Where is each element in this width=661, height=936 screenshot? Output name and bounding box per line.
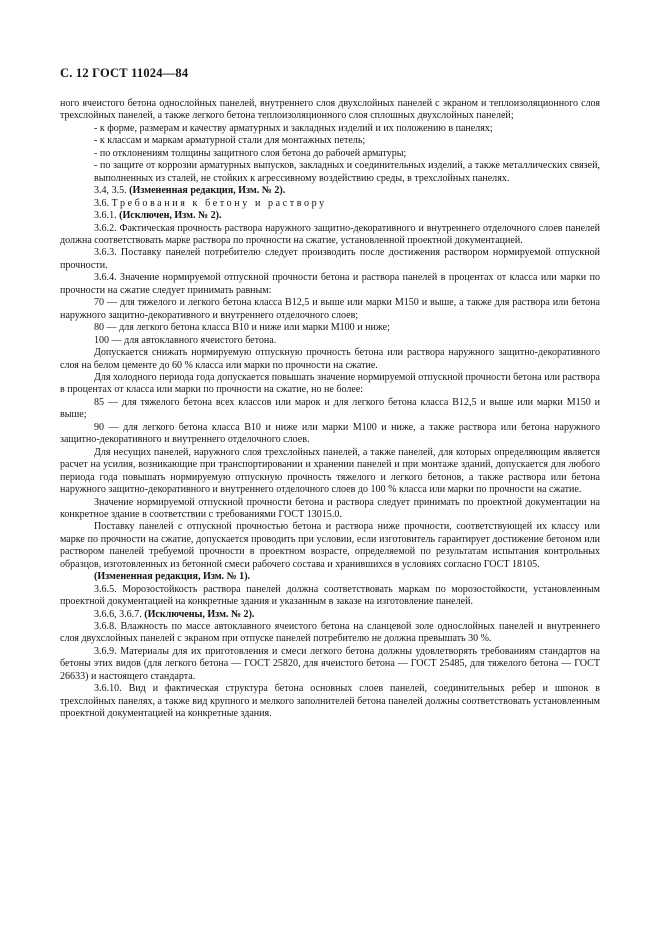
paragraph: 80 — для легкого бетона класса В10 и ниже или марки М100 и ниже; (94, 322, 390, 334)
list-item: - к форме, размерам и качеству арматурных и закладных изделий и их положению в панелях; (94, 122, 493, 134)
paragraph: 3.6.5. Морозостойкость раствора панелей должна соответствовать маркам по морозостойкости, установленным проектной документацией на конкретные здания и указанным в заказе на изготовление панелей. (60, 583, 600, 608)
paragraph: 3.6.2. Фактическая прочность раствора наружного защитно-декоративного и внутреннего отделочного слоев панелей должна соответствовать марке раствора по прочности на сжатие, установленной проектной документацией. (60, 222, 600, 246)
section-title: Требования к бетону и раствору (111, 197, 327, 209)
clause-3-6-1 (60, 210, 600, 222)
paragraph: 3.6.8. Влажность по массе автоклавного ячеистого бетона на сланцевой золе однослойных панелей и внутреннего слоя двухслойных панелей с экраном при отпуске панелей потребителю не должна превышать 30 %. (60, 621, 600, 645)
paragraph: Значение нормируемой отпускной прочности бетона и раствора следует принимать по проектной документации на конкретное здание в соответствии с требованиями ГОСТ 13015.0. (60, 496, 600, 520)
paragraph: 70 — для тяжелого и легкого бетона класса В12,5 и выше или марки М150 и выше, а также для раствора или бетона наружного защитно-декоративного и внутреннего отделочного слоев; (60, 297, 600, 321)
paragraph: Поставку панелей с отпускной прочностью бетона и раствора ниже прочности, соответствующей их классу или марке по прочности на сжатие, допускается проводить при условии, если изготовитель гарантирует достижение бетоном или раствором панелей требуемой прочности в проектном возрасте, определяемой по результатам испытания контрольных образцов, изготовленных из бетонной смеси рабочего состава и хранившихся в условиях согласно ГОСТ 18105. (60, 521, 600, 570)
paragraph: Допускается снижать нормируемую отпускную прочность бетона или раствора наружного защитно-декоративного слоя на белом цементе до 60 % класса или марки по прочности на сжатие. (60, 347, 600, 371)
list-item: - по защите от коррозии арматурных выпусков, закладных и соединительных изделий, а также металлических связей, выполненных из сталей, не стойких к агрессивному воздействию среды, в трехслойных панелях. (94, 160, 600, 184)
amendment-note: (Измененная редакция, Изм. № 1). (94, 571, 251, 583)
paragraph: 90 — для легкого бетона класса В10 и ниже или марки М100 и ниже, а также раствора или бетона наружного защитно-декоративного и внутреннего отделочного слоев. (60, 421, 600, 446)
paragraph: 100 — для автоклавного ячеистого бетона. (94, 334, 277, 346)
clause-3-6-6-3-6-7 (60, 609, 600, 621)
paragraph: 3.6.10. Вид и фактическая структура бетона основных слоев панелей, соединительных ребер и шпонок в трехслойных панелях, а также вид крупного и мелкого заполнителей бетона панелей должны соответствовать установленным проектной документацией на конкретные здания. (60, 683, 600, 720)
section-number: 3.6. (94, 197, 110, 209)
amendment-note: (Исключен, Изм. № 2). (119, 210, 222, 222)
paragraph: 3.6.9. Материалы для их приготовления и смеси легкого бетона должны удовлетворять требованиям стандартов на бетоны этих видов (для легкого бетона — ГОСТ 25820, для ячеистого бетона — ГОСТ 25485, для тяжелого бетона — ГОСТ 26633) и настоящего стандарта. (60, 645, 600, 682)
list-item: - к классам и маркам арматурной стали для монтажных петель; (94, 135, 366, 147)
paragraph: 85 — для тяжелого бетона всех классов или марок и для легкого бетона класса В12,5 и выше или марки М150 и выше; (60, 396, 600, 421)
amendment-note: (Измененная редакция, Изм. № 2). (129, 185, 286, 197)
clause-number: 3.6.1. (94, 210, 117, 222)
clause-number: 3.4, 3.5. (94, 185, 127, 197)
amendment-note: (Исключены, Изм. № 2). (144, 608, 255, 620)
page-header: С. 12 ГОСТ 11024—84 (60, 66, 189, 80)
paragraph: 3.6.4. Значение нормируемой отпускной прочности бетона и раствора панелей в процентах от класса или марки по прочности на сжатие следует принимать равным: (60, 272, 600, 296)
paragraph: Для несущих панелей, наружного слоя трехслойных панелей, а также панелей, для которых определяющим является расчет на усилия, возникающие при транспортировании и хранении панелей и при монтаже зданий, допускается для любого периода года повышать нормируемую отпускную прочность тяжелого и легкого бетонов, а также раствора или бетона наружного защитно-декоративного и внутреннего отделочного слоев до 100 % класса или марки по прочности на сжатие. (60, 446, 600, 496)
paragraph: Для холодного периода года допускается повышать значение нормируемой отпускной прочности бетона или раствора в процентах от класса или марки по прочности на сжатие, но не более: (60, 371, 600, 396)
paragraph: 3.6.3. Поставку панелей потребителю следует производить после достижения раствором нормируемой отпускной прочности. (60, 247, 600, 271)
clause-3-4-3-5 (60, 185, 600, 197)
paragraph: ного ячеистого бетона однослойных панелей, внутреннего слоя двухслойных панелей с экраном и теплоизоляционного слоя трехслойных панелей, а также легкого бетона теплоизоляционного слоя сплошных двухслойных панелей; (60, 98, 600, 122)
document-body (60, 98, 600, 721)
section-heading (60, 198, 600, 210)
clause-number: 3.6.6, 3.6.7. (94, 608, 142, 620)
list-item: - по отклонениям толщины защитного слоя бетона до рабочей арматуры; (94, 147, 407, 159)
